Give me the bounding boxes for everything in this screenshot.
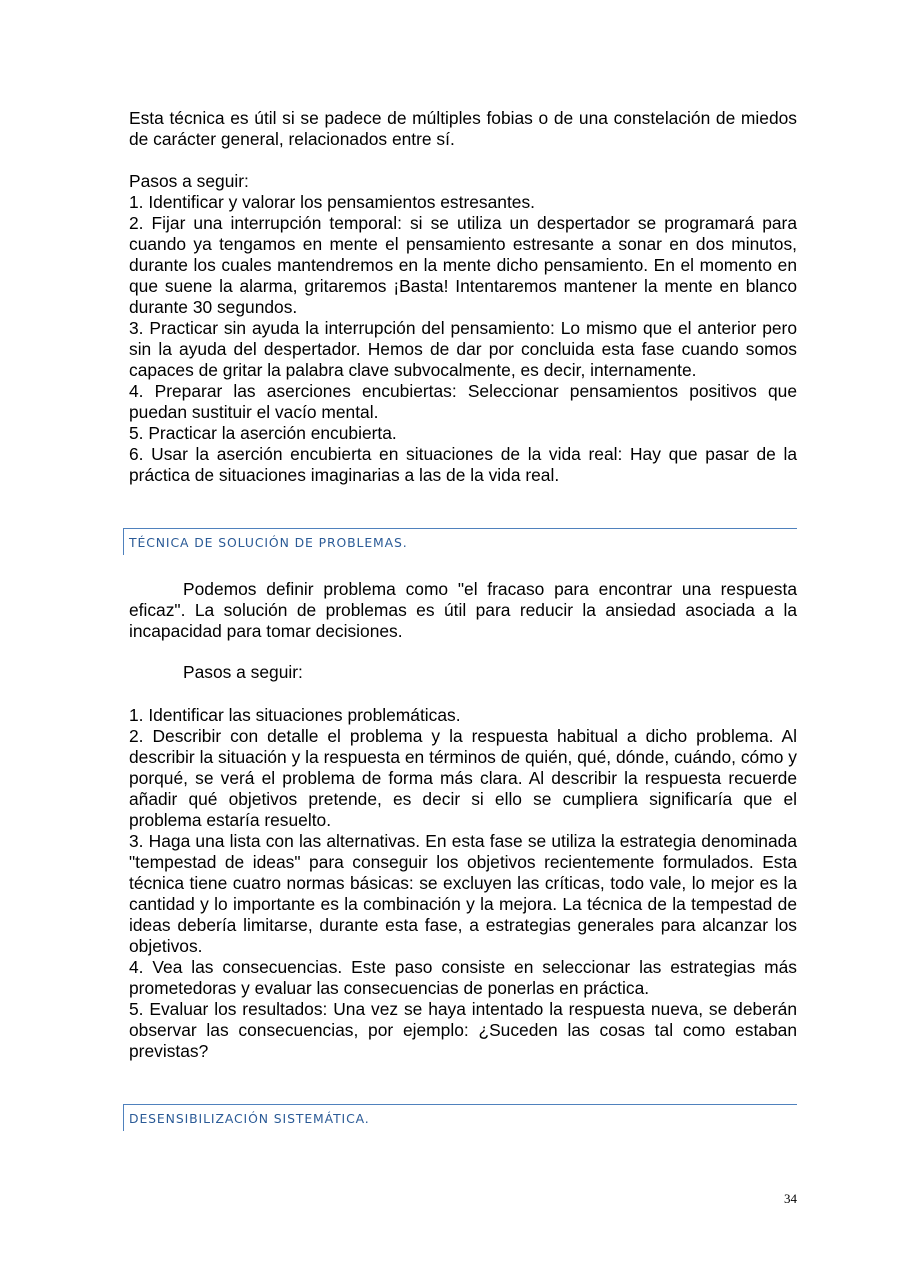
intro-paragraph: [129, 108, 797, 150]
section-heading-text: TÉCNICA DE SOLUCIÓN DE PROBLEMAS.: [129, 535, 408, 550]
section-heading-problem-solving: [123, 528, 797, 555]
list-item: 1. Identificar las situaciones problemáticas.: [129, 705, 461, 725]
list-item: 4. Preparar las aserciones encubiertas: Seleccionar pensamientos positivos que puedan sustituir el vacío mental.: [129, 381, 797, 422]
list-item: 4. Vea las consecuencias. Este paso consiste en seleccionar las estrategias más prometedoras y evaluar las consecuencias de ponerlas en práctica.: [129, 957, 797, 998]
list-item: 2. Fijar una interrupción temporal: si se utiliza un despertador se programará para cuando ya tengamos en mente el pensamiento estresante a sonar en dos minutos, durante los cuales mantendremos en la mente dicho pensamiento. En el momento en que suene la alarma, gritaremos ¡Basta! Intentaremos mantener la mente en blanco durante 30 segundos.: [129, 213, 797, 317]
paragraph: Podemos definir problema como "el fracaso para encontrar una respuesta eficaz". La solución de problemas es útil para reducir la ansiedad asociada a la incapacidad para tomar decisiones.: [129, 579, 797, 641]
problem-definition-paragraph: [129, 579, 797, 642]
steps-list-1: [129, 171, 797, 486]
page-number: 34: [784, 1191, 797, 1206]
paragraph: Esta técnica es útil si se padece de múltiples fobias o de una constelación de miedos de carácter general, relacionados entre sí.: [129, 108, 797, 149]
steps-heading: Pasos a seguir:: [183, 662, 303, 682]
list-item: 3. Haga una lista con las alternativas. En esta fase se utiliza la estrategia denominada "tempestad de ideas" para conseguir los objetivos recientemente formulados. Esta técnica tiene cuatro normas básicas: se excluyen las críticas, todo vale, lo mejor es la cantidad y lo importante es la combinación y la mejora. La técnica de la tempestad de ideas debería limitarse, durante esta fase, a estrategias generales para alcanzar los objetivos.: [129, 831, 797, 956]
list-item: 5. Practicar la aserción encubierta.: [129, 423, 397, 443]
list-item: 5. Evaluar los resultados: Una vez se haya intentado la respuesta nueva, se deberán observar las consecuencias, por ejemplo: ¿Suceden las cosas tal como estaban previstas?: [129, 999, 797, 1061]
list-item: 2. Describir con detalle el problema y la respuesta habitual a dicho problema. Al describir la situación y la respuesta en términos de quién, qué, dónde, cuándo, cómo y porqué, se verá el problema de forma más clara. Al describir la respuesta recuerde añadir qué objetivos pretende, es decir si ello se cumpliera significaría que el problema estaría resuelto.: [129, 726, 797, 830]
steps-list-2: [129, 705, 797, 1062]
section-heading-desensitization: [123, 1104, 797, 1131]
list-item: 6. Usar la aserción encubierta en situaciones de la vida real: Hay que pasar de la práctica de situaciones imaginarias a las de la vida real.: [129, 444, 797, 485]
steps-heading: Pasos a seguir:: [129, 171, 249, 191]
steps-heading-2: [129, 662, 797, 683]
section-heading-text: DESENSIBILIZACIÓN SISTEMÁTICA.: [129, 1111, 370, 1126]
list-item: 1. Identificar y valorar los pensamientos estresantes.: [129, 192, 535, 212]
list-item: 3. Practicar sin ayuda la interrupción del pensamiento: Lo mismo que el anterior pero sin la ayuda del despertador. Hemos de dar por concluida esta fase cuando somos capaces de gritar la palabra clave subvocalmente, es decir, internamente.: [129, 318, 797, 380]
